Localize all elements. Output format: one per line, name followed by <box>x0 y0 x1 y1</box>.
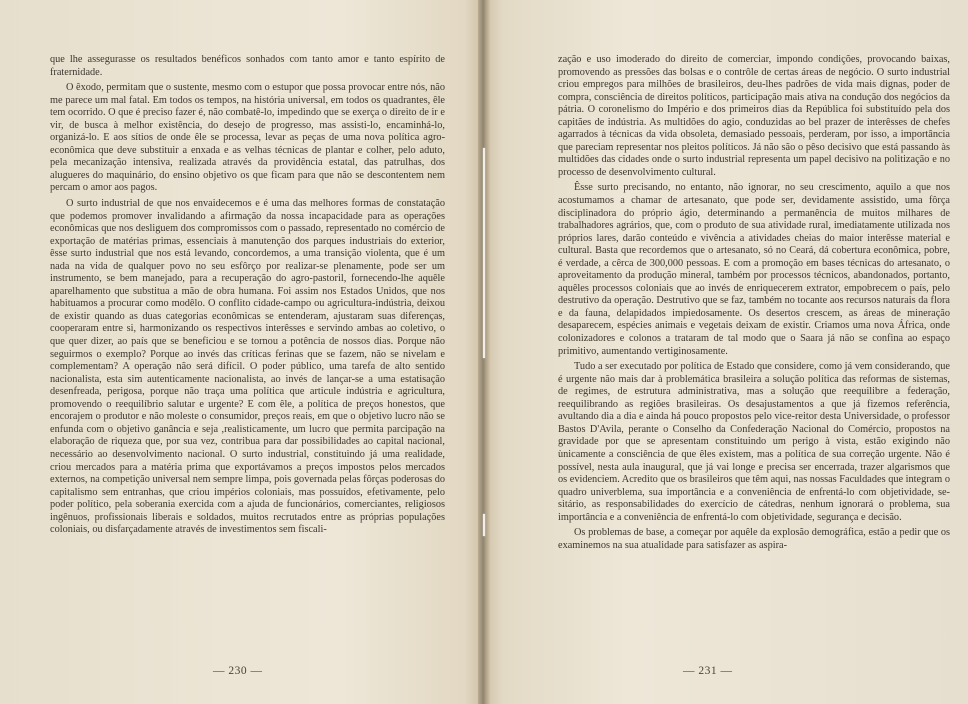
paragraph: Os problemas de base, a começar por aquêle da explosão demográfica, estão a pedir que os examinemos na sua atualidade para satisfazer as aspira- <box>558 527 950 551</box>
paragraph: Tudo a ser executado por política de Estado que considere, como já vem considerando, que é urgente não mais dar à problemática brasileira a solução política das reformas de sistemas, de regimes, de estrutura administrativa, mas a solução que reequilibre a federação, reequilibrando as regiões brasileiras. Os desajustamentos a que já fizemos referência, avultando dia a dia e ainda há pouco propostos pelo vice-reitor desta Universidade, o professor Bastos D'Avila, perante o Conselho da Confederação Nacional do Comércio, propostos na gravidade por que se apresentam constituindo um perigo à vista, estão exigindo não ùnicamente a consciência de que êles existem, mas a política de sua correção urgente. Não é possível, nesta aula inaugural, que já vai longe e precisa ser encerrada, trazer algarismos que os evidenciem. Acredito que os brasileiros que têm aqui, nas nossas Faculdades que integram o quadro univerblema, sua importância e a conveniência de enfrentá-lo com objetividade, se-sitário, as responsabilidades do exercício de cátedras, nenhum ignorará o problema, sua importância e a conveniência de enfrentá-lo com objetividade, segurança e decisão. <box>558 361 950 523</box>
page-number: — 230 — <box>213 665 263 677</box>
binding-thread <box>483 514 485 536</box>
binding-thread <box>483 148 485 358</box>
right-page-text <box>558 54 950 552</box>
left-page-text <box>50 54 445 537</box>
page-number: — 231 — <box>683 665 733 677</box>
paragraph: que lhe assegurasse os resultados benéficos sonhados com tanto amor e tanto espírito de fraternidade. <box>50 54 445 78</box>
paragraph: zação e uso imoderado do direito de comerciar, impondo condições, provocando baixas, promovendo as pressões das bolsas e o contrôle de certas áreas de negócio. O surto industrial criou empregos para milhões de brasileiros, deu-lhes padrões de vida mais dignas, poder de compra, consciência de direitos políticos, participação mais ativa na condução dos negócios da pátria. O coronelismo do Império e dos primeiros dias da República foi substituído pela dos capitães de indústria. As multidões do agio, conduzidas ao bel prazer de interêsses de chefes agarrados à técnicas da vida obsoleta, demasiado pessoais, perderam, por isso, a importância que pareciam representar nos pleitos políticos. Já não são o pêso decisivo que está passando às multidões das cidades onde o surto industrial representa um papel decisivo na politização e no processo de desenvolvimento cultural. <box>558 54 950 178</box>
paragraph: O êxodo, permitam que o sustente, mesmo com o estupor que possa provocar entre nós, não me parece um mal fatal. Em todos os tempos, na história universal, em todos os quadrantes, êle tem ocorrido. O que é preciso fazer é, não combatê-lo, impedindo que se exerça o direito de ir e vir, de busca à melhor existência, do desejo de progresso, mas assisti-lo, encaminhá-lo, organizá-lo. E aos sítios de onde êle se processa, levar as peças de uma nova política agro-econômica que deve substituir a enxada e as velhas técnicas de plantar e colher, pelo aduto, pela mecanização intensiva, realizada através da providência estatal, das patrulhas, dos alugueres do maquinário, do ensino objetivo os que ficam para que não se descontentem nem percam o amor aos pagos. <box>50 82 445 194</box>
paragraph: O surto industrial de que nos envaidecemos e é uma das melhores formas de constatação que podemos promover invalidando a afirmação da nossa incapacidade para as operações econômicas que nos desliguem dos compromissos com o passado, representado no comércio de exportação de matérias primas, essenciais à manutenção dos parques industriais do exterior, êsse surto industrial que nos está levando, concordemos, a uma transição violenta, que é um nada na vida de qualquer povo no seu esfôrço por realizar-se plenamente, pode ser um instrumento, se bem manejado, para a recuperação do agro-pastoril, fornecendo-lhe aquêle aparelhamento que substitua a mão de obra humana. Foi assim nos Estados Unidos, que nos habituamos a procurar como modêlo. O conflito cidade-campo ou agricultura-indústria, deixou de existir quando as duas categorias econômicas se entenderam, ajustaram suas diferenças, cooperaram entre si, harmonizando os respectivos interêsses e servindo ambas ao coletivo, o que quer dizer, ao país que se beneficiou e se tornou a potência de nossos dias. Porque não seguirmos o exemplo? Porque ao invés das críticas ferinas que se fazem, não se nivelam e complementam? A operação não será difícil. O poder público, uma tarefa de alto sentido nacionalista, esta sim autenticamente nacionalista, ao invés de lançar-se a uma estatisação desenfreada, perigosa, porque não traça uma política que articule indústria e agricultura, promovendo o reequilíbrio salutar e urgente? E com êle, a política de preços honestos, que encorajem o produtor e não moleste o consumidor, preços reais, em que o objetivo lucro não se enfunda com o objetivo ganância e seja ,realisticamente, um lucro que permita parcipação na elaboração de riqueza que, por sua vez, contribua para dar possibilidades ao capital nacional, necessário ao desenvolvimento nacional. O surto industrial, constituindo já uma realidade, criou mercados para a matéria prima que exportávamos a preços impostos pelos mercados externos, na competição universal nem sempre limpa, pois governada pelas fôrças poderosas do capitalismo sem entranhas, que criou impérios coloniais, mas possuídos, efetivamente, pelo poder político, pela soberania exercida com a ajuda de funcionários, comerciantes, religiosos ingênuos, profissionais liberais e soldados, muitos recrutados entre as próprias populações coloniais, ou disfarçadamente através de investimentos sem fiscali- <box>50 198 445 536</box>
right-page <box>484 0 968 704</box>
paragraph: Êsse surto precisando, no entanto, não ignorar, no seu crescimento, aquilo a que nos acostumamos a chamar de artesanato, que pode ser, devidamente assistido, uma fôrça disciplinadora do próprio ágio, determinando a permanência de muitos milhares de trabalhadores agrários, que, com o produto de sua atividade rural, imediatamente utilizada nos próprios lares, darão conteúdo e vivência a atividades cheias do maior interêsse material e cultural. Basta que recordemos que o artesanato, só no Ceará, dá cobertura econômica, pobre, é verdade, a cêrca de 300,000 pessoas. E com a promoção em bases técnicas do artesanato, o aproveitamento da produção mineral, também por processos técnicos, abandonados, portanto, aquêles processos coloniais que ao invés de enriquecerem extrator, empobrecem o país, pelo destrutivo da operação. Destrutivo que se faz, também no tocante aos recursos naturais da flora e da fauna, delapidados impiedosamente. Os desertos crescem, as áreas de mineração desaparecem, espécies animais e vegetais deixam de existir. Criamos uma nova África, onde colonizadores e colonos a trataram de tal modo que o Saara já não se confina ao espaço primitivo, aumentando vertiginosamente. <box>558 182 950 357</box>
